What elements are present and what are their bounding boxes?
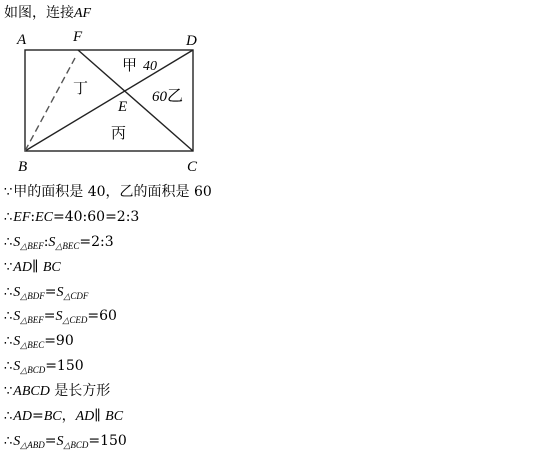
step-6 [4, 304, 212, 329]
area-symbol: S [13, 284, 21, 300]
segment-ec: EC [35, 209, 53, 225]
triangle-bcd: △BCD [20, 365, 46, 376]
ratio-text: =2:3 [79, 233, 114, 250]
area-symbol: S [13, 359, 21, 375]
segment-ad: AD [13, 409, 32, 425]
intro-segment: AF [74, 6, 92, 21]
triangle-ced: △CED [62, 315, 88, 326]
triangle-bdf: △BDF [20, 290, 45, 301]
segment-ef: EF [13, 209, 31, 225]
parallel-symbol: ∥ [31, 258, 39, 275]
value-text: =90 [44, 333, 74, 350]
vertex-a: A [17, 32, 27, 48]
step-10 [4, 404, 212, 429]
step-5 [4, 280, 212, 305]
parallel-symbol: ∥ [94, 408, 101, 425]
region-ding: 丁 [73, 81, 89, 97]
dashed-segment-bf [25, 58, 75, 151]
triangle-bcd: △BCD [63, 439, 89, 450]
equals: = [31, 408, 44, 425]
step-text: 甲的面积是 40，乙的面积是 60 [13, 184, 212, 200]
region-bing: 丙 [111, 126, 127, 142]
intro-text: 如图，连接 [4, 5, 74, 21]
geometry-figure [0, 22, 230, 180]
therefore-symbol: ∴ [4, 234, 13, 250]
therefore-symbol: ∴ [4, 334, 13, 350]
equals: = [44, 432, 57, 449]
step-4 [4, 255, 212, 280]
therefore-symbol: ∴ [4, 209, 13, 225]
colon: : [30, 208, 36, 225]
vertex-d: D [186, 33, 197, 49]
region-yi-value: 60 [152, 89, 167, 105]
vertex-f: F [73, 29, 83, 45]
triangle-bef: △BEF [20, 315, 44, 326]
area-symbol: S [56, 433, 64, 449]
point-e: E [118, 99, 128, 115]
area-symbol: S [13, 334, 21, 350]
area-symbol: S [55, 309, 63, 325]
step-7 [4, 329, 212, 354]
therefore-symbol: ∴ [4, 309, 13, 325]
area-symbol: S [13, 234, 21, 250]
intro-line [4, 4, 91, 23]
segment-bc: BC [43, 409, 62, 425]
colon: : [43, 233, 49, 250]
because-symbol: ∵ [4, 384, 13, 400]
triangle-cdf: △CDF [63, 290, 89, 301]
triangle-abd: △ABD [20, 439, 45, 450]
area-symbol: S [13, 309, 21, 325]
value-text: =150 [45, 358, 84, 375]
region-jia-value: 40 [143, 59, 157, 74]
step-9 [4, 379, 212, 404]
segment-ad: AD [75, 409, 95, 425]
comma: ， [61, 408, 76, 425]
area-symbol: S [56, 284, 64, 300]
step-3 [4, 230, 212, 255]
segment-bc: BC [105, 409, 124, 425]
therefore-symbol: ∴ [4, 433, 13, 449]
segment-ad: AD [13, 259, 32, 275]
triangle-bef: △BEF [20, 240, 44, 251]
therefore-symbol: ∴ [4, 409, 13, 425]
ratio-text: =40:60=2:3 [53, 208, 140, 225]
value-text: =150 [88, 432, 127, 449]
because-symbol: ∵ [4, 185, 13, 200]
vertex-c: C [187, 159, 198, 175]
step-8 [4, 354, 212, 379]
because-symbol: ∵ [4, 259, 13, 275]
solution-steps [4, 180, 212, 454]
value-text: =60 [87, 308, 117, 325]
area-symbol: S [13, 433, 21, 449]
step-11 [4, 429, 212, 454]
vertex-b: B [18, 159, 28, 175]
step-2 [4, 205, 212, 230]
area-symbol: S [48, 234, 56, 250]
region-yi: 乙 [167, 88, 184, 105]
triangle-bec: △BEC [20, 340, 45, 351]
equals: = [44, 283, 57, 300]
step-1 [4, 180, 212, 205]
quadrilateral-abcd: ABCD [13, 384, 50, 400]
equals: = [43, 308, 56, 325]
segment-bc: BC [42, 259, 61, 275]
therefore-symbol: ∴ [4, 284, 13, 300]
step-text: 是长方形 [49, 383, 111, 400]
therefore-symbol: ∴ [4, 359, 13, 375]
triangle-bec: △BEC [55, 240, 80, 251]
region-jia: 甲 [122, 58, 138, 74]
